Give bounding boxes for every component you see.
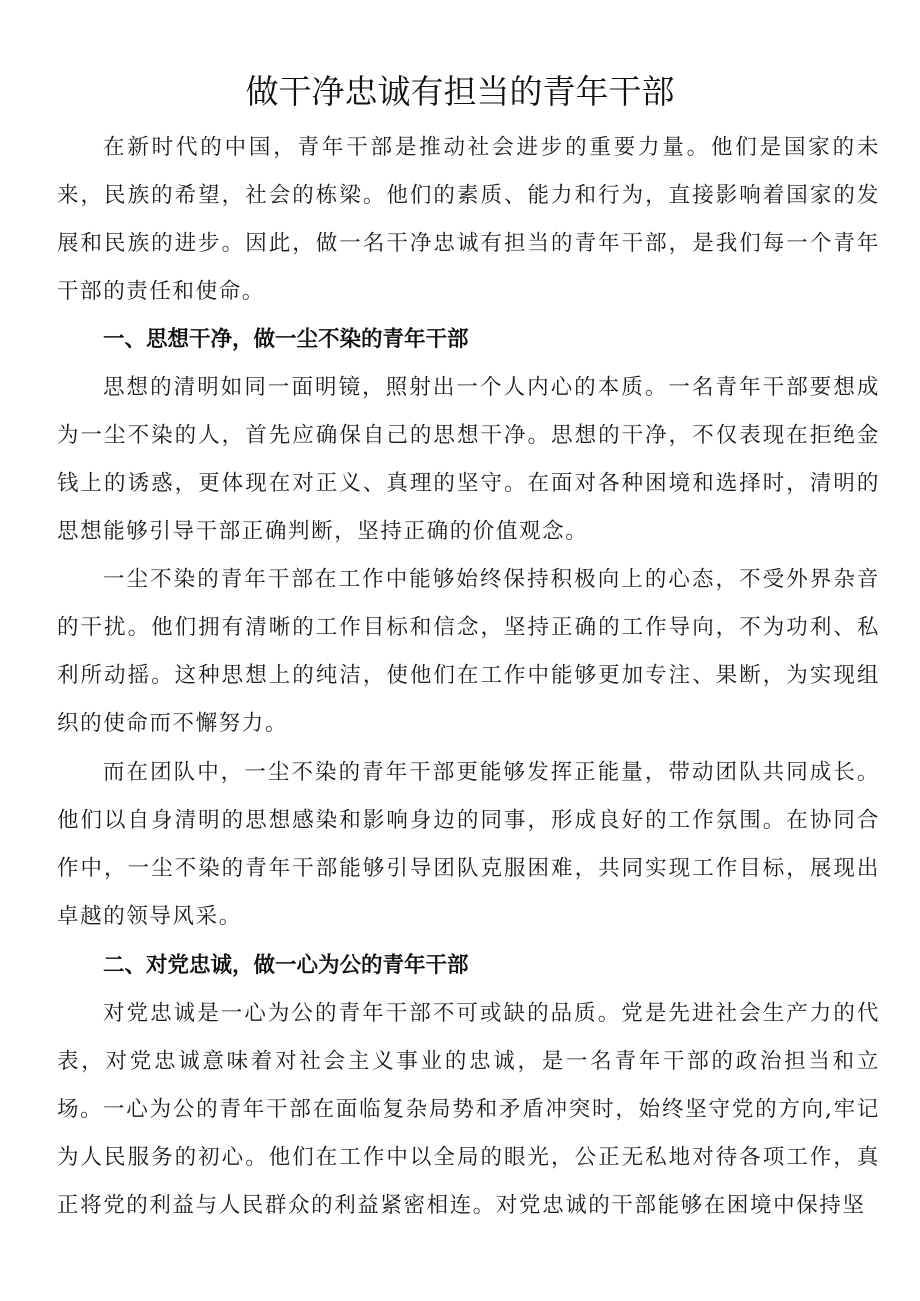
section-1-paragraph-1: 思想的清明如同一面明镜，照射出一个人内心的本质。一名青年干部要想成为一尘不染的人，首先应确保自己的思想干净。思想的干净，不仅表现在拒绝金钱上的诱惑，更体现在对正义、真理的坚守。在面对各种困境和选择时，清明的思想能够引导干部正确判断，坚持正确的价值观念。	[57, 375, 880, 544]
section-2-paragraph-1: 对党忠诚是一心为公的青年干部不可或缺的品质。党是先进社会生产力的代表，对党忠诚意味着对社会主义事业的忠诚，是一名青年干部的政治担当和立场。	[57, 1001, 880, 1122]
section-2-paragraph-2: 一心为公的青年干部在面临复杂局势和矛盾冲突时，始终坚守党的方向,牢记为人民服务的初心。他们在工作中以全局的眼光，公正无私地对待各项工作，真正将党的利益与人民群众的利益紧密相连。对党忠诚的干部能够在困境中保持坚	[57, 1097, 880, 1218]
section-2-heading: 二、对党忠诚，做一心为公的青年干部	[103, 953, 469, 978]
section-1-heading: 一、思想干净，做一尘不染的青年干部	[103, 327, 469, 352]
section-1-paragraph-3: 而在团队中，一尘不染的青年干部更能够发挥正能量，带动团队共同成长。他们以自身清明的思想感染和影响身边的同事，形成良好的工作氛围。在协同合作中，一尘不染的青年干部能够引导团队克服困难，共同实现工作目标，展现出卓越的领导风采。	[57, 760, 880, 929]
intro-paragraph: 在新时代的中国，青年干部是推动社会进步的重要力量。他们是国家的未来，民族的希望，社会的栋梁。他们的素质、能力和行为，直接影响着国家的发展和民族的进步。因此，做一名干净忠诚有担当的青年干部，是我们每一个青年干部的责任和使命。	[57, 135, 880, 304]
section-1-paragraph-2: 一尘不染的青年干部在工作中能够始终保持积极向上的心态，不受外界杂音的干扰。他们拥有清晰的工作目标和信念，坚持正确的工作导向，不为功利、私利所动摇。这种思想上的纯洁，使他们在工作中能够更加专注、果断，为实现组织的使命而不懈努力。	[57, 567, 880, 736]
document-title: 做干净忠诚有担当的青年干部	[245, 72, 675, 111]
